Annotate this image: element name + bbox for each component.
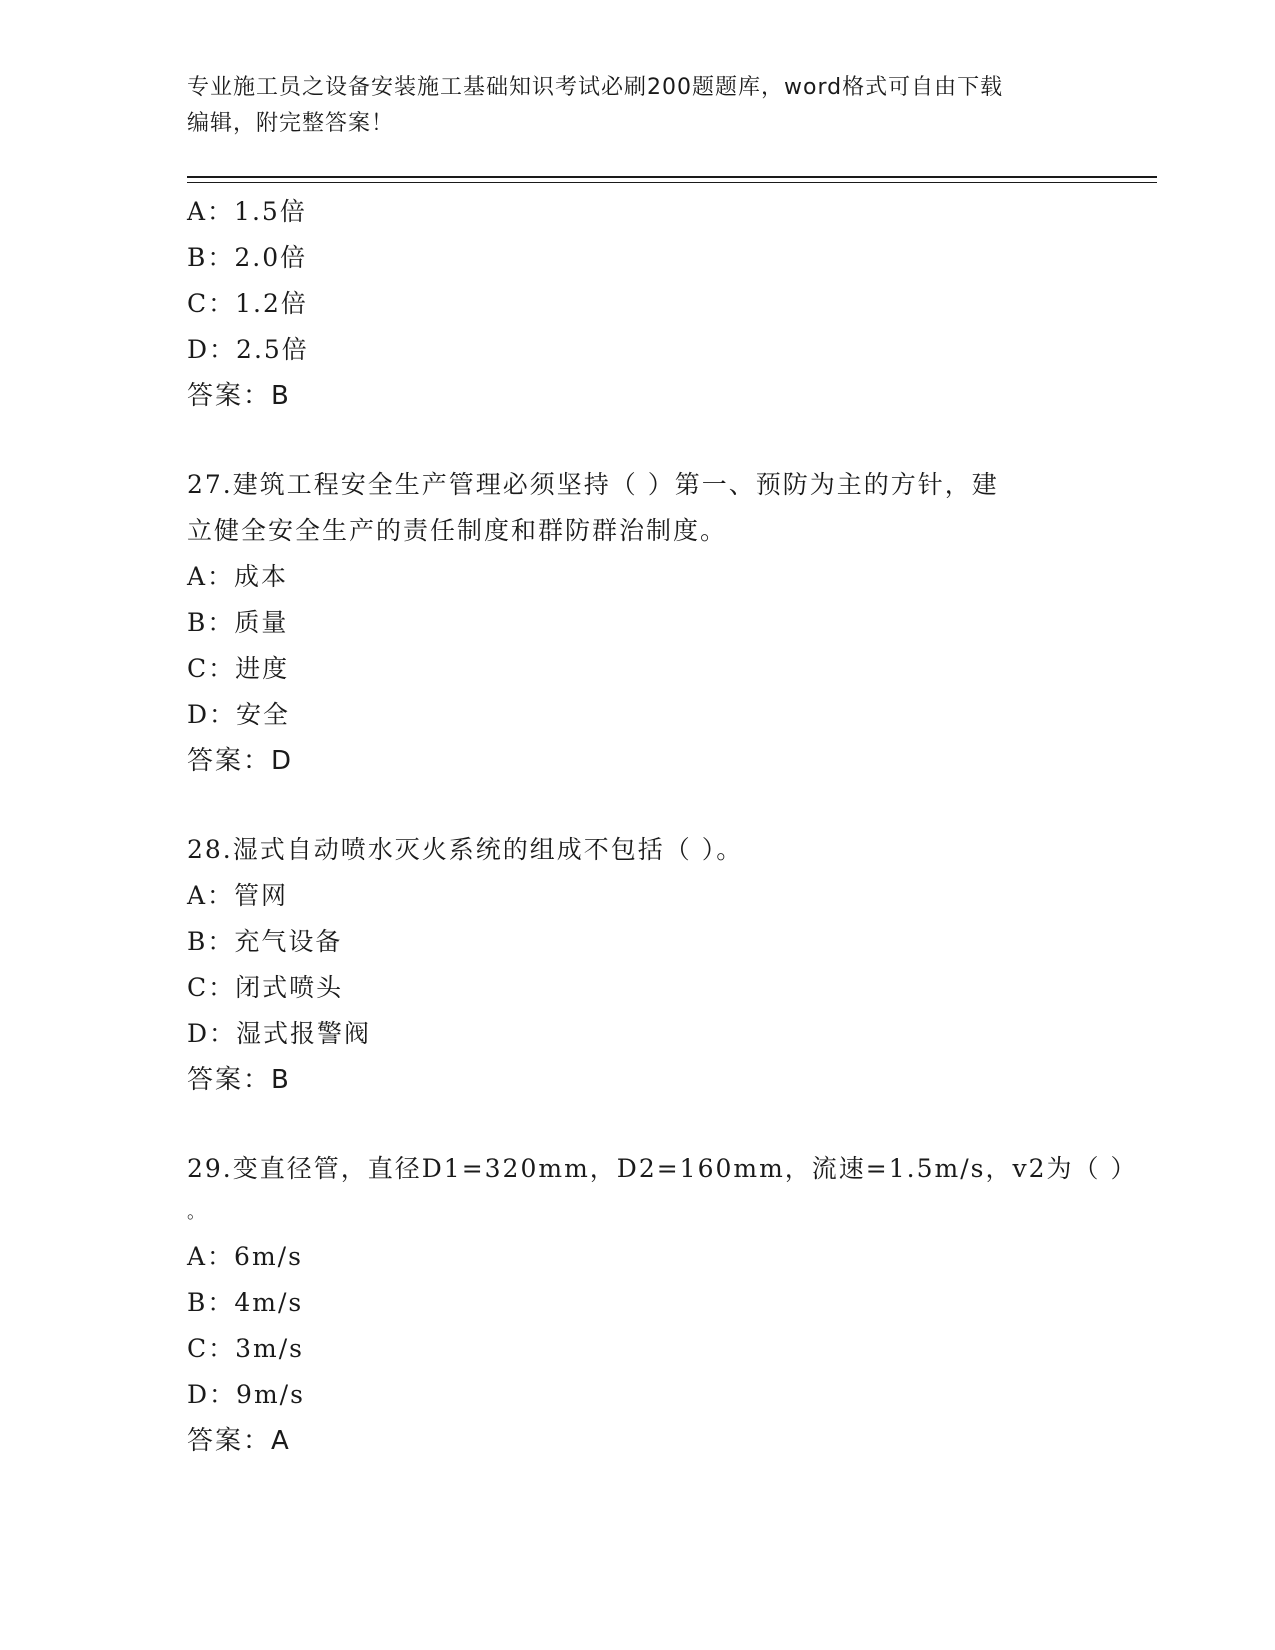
option-c: C：1.2倍 bbox=[187, 289, 308, 318]
header-divider-thin bbox=[187, 182, 1157, 183]
option-c: C：进度 bbox=[187, 654, 290, 683]
answer-text: 答案：B bbox=[187, 1065, 291, 1095]
question-29 bbox=[187, 1146, 1138, 1464]
question-stem-line-1: 28.湿式自动喷水灭火系统的组成不包括（ ）。 bbox=[187, 835, 744, 864]
option-a: A：6m/s bbox=[187, 1242, 303, 1271]
header-title-line-1: 专业施工员之设备安装施工基础知识考试必刷200题题库，word格式可自由下载 bbox=[187, 75, 1004, 100]
option-b: B：质量 bbox=[187, 608, 289, 637]
option-d: D：湿式报警阀 bbox=[187, 1019, 372, 1048]
question-28 bbox=[187, 827, 1067, 1103]
option-b: B：2.0倍 bbox=[187, 243, 308, 272]
option-c: C：闭式喷头 bbox=[187, 973, 344, 1002]
question-spacer bbox=[187, 1103, 1067, 1146]
document-header bbox=[187, 70, 1067, 142]
header-title-line-2: 编辑，附完整答案！ bbox=[187, 111, 395, 136]
question-list bbox=[187, 189, 1138, 1464]
question-stem-line-1: 29.变直径管，直径D1=320mm，D2=160mm，流速=1.5m/s，v2为（ ） bbox=[187, 1154, 1138, 1183]
question-stem-line-2: 。 bbox=[187, 1202, 207, 1223]
option-a: A：成本 bbox=[187, 562, 289, 591]
header-divider-thick bbox=[187, 176, 1157, 178]
answer-text: 答案：B bbox=[187, 381, 291, 411]
answer-text: 答案：A bbox=[187, 1426, 291, 1456]
option-b: B：充气设备 bbox=[187, 927, 343, 956]
question-stem-line-2: 立健全安全生产的责任制度和群防群治制度。 bbox=[187, 516, 728, 545]
question-stem-line-1: 27.建筑工程安全生产管理必须坚持（ ）第一、预防为主的方针，建 bbox=[187, 470, 999, 499]
option-a: A：管网 bbox=[187, 881, 289, 910]
question-spacer bbox=[187, 784, 1067, 827]
question-spacer bbox=[187, 419, 1067, 462]
question-27 bbox=[187, 462, 1067, 784]
option-d: D：安全 bbox=[187, 700, 291, 729]
option-c: C：3m/s bbox=[187, 1334, 304, 1363]
question-26 bbox=[187, 189, 1067, 419]
option-d: D：2.5倍 bbox=[187, 335, 309, 364]
answer-text: 答案：D bbox=[187, 746, 294, 776]
option-a: A：1.5倍 bbox=[187, 197, 307, 226]
option-d: D：9m/s bbox=[187, 1380, 305, 1409]
option-b: B：4m/s bbox=[187, 1288, 304, 1317]
